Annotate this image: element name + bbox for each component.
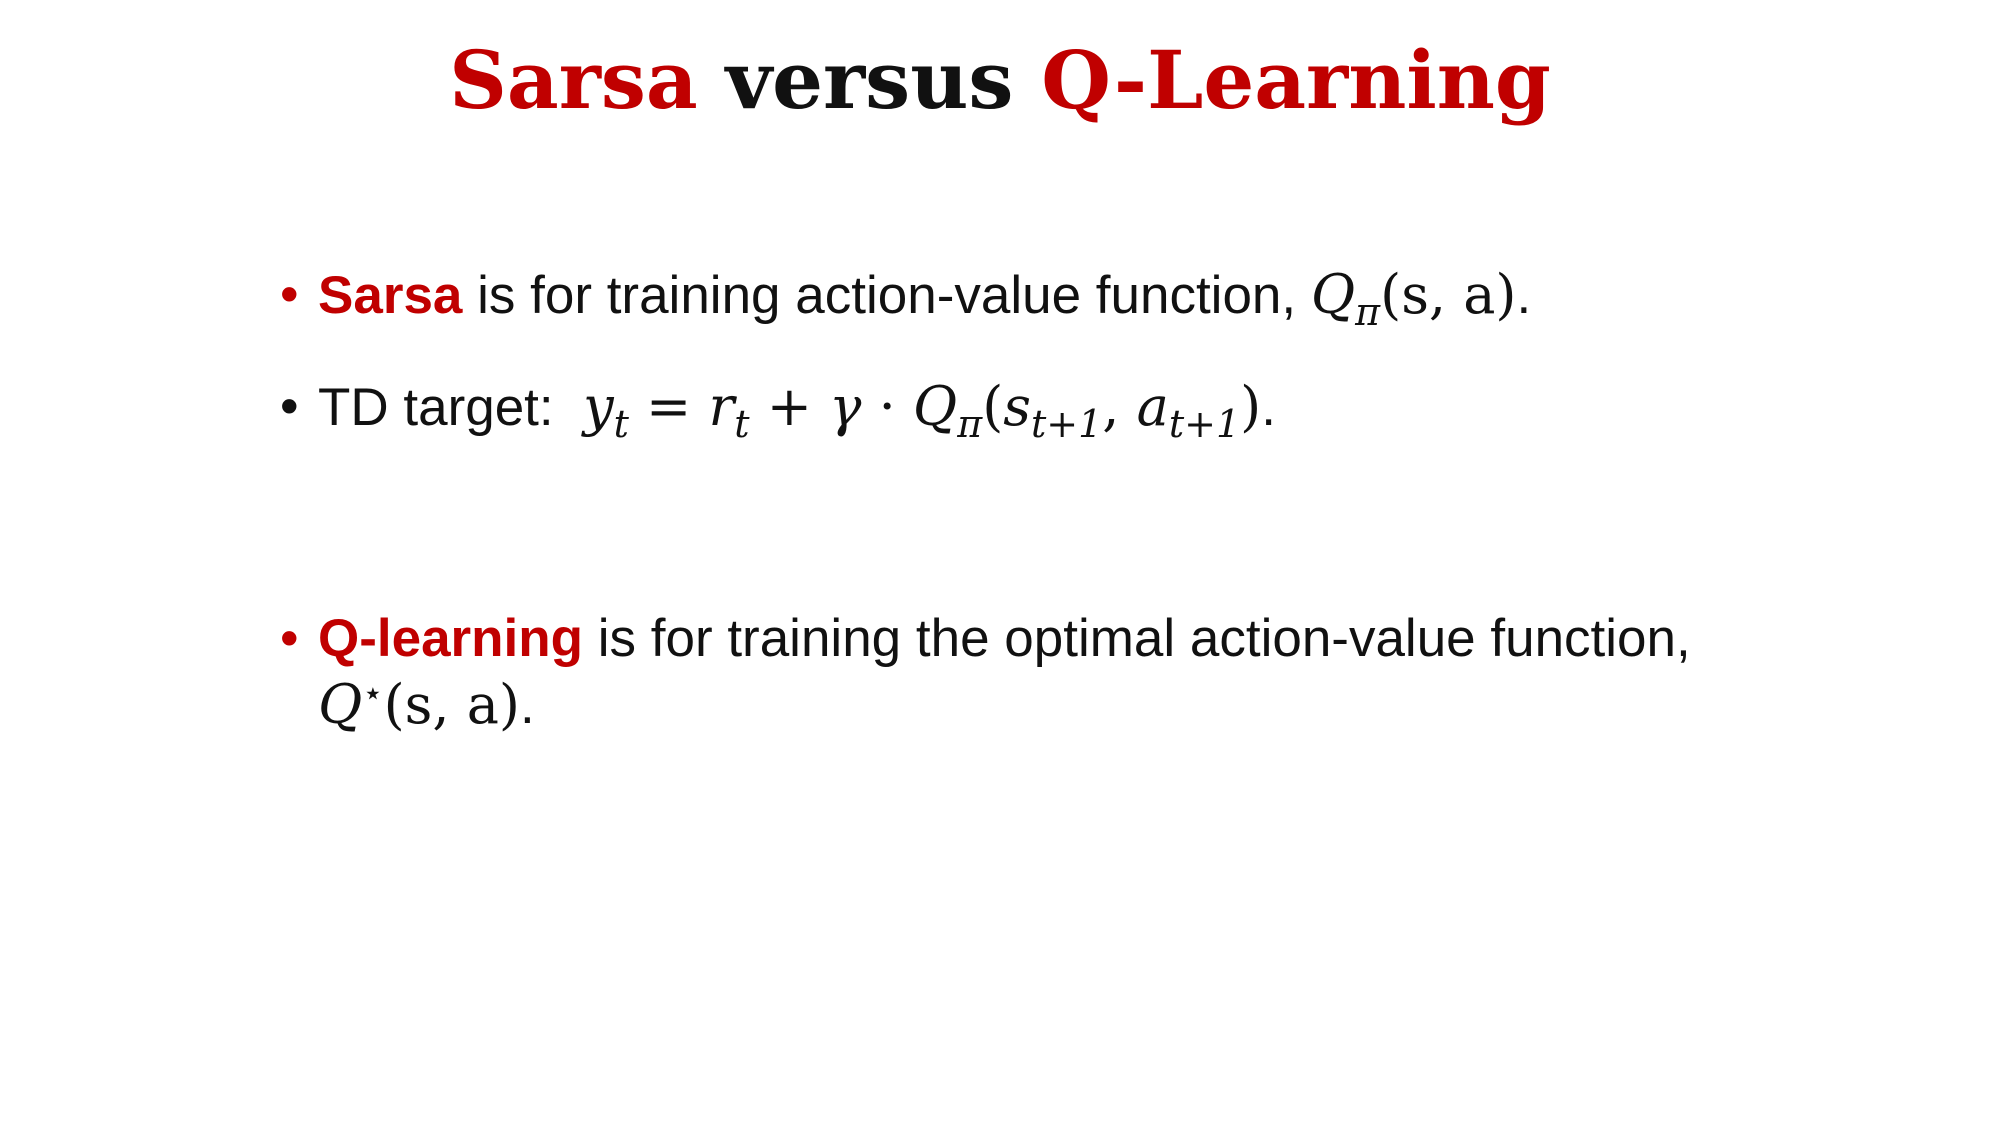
math-td-target: $y_t = r_t + \gamma \cdot Q_\pi(s_{t+1}$, $a_{t+1}$) [583, 375, 1262, 447]
keyword-sarsa: Sarsa [318, 266, 463, 325]
bullet-marker: • [280, 377, 299, 436]
title-q-learning: Q-Learning [1041, 33, 1551, 127]
page-title [0, 30, 2000, 130]
bullet-body: is for training the optimal action-value function, [583, 609, 1691, 668]
math-q-pi: $Q_\pi(s$, a) [1310, 263, 1517, 335]
title-versus: versus [697, 33, 1042, 127]
bullet-marker: • [280, 265, 299, 324]
keyword-q-learning: Q-learning [318, 609, 584, 668]
title-sarsa: Sarsa [449, 33, 698, 127]
bullet-body: is for training action-value function, [462, 266, 1311, 325]
bullet-continuation: Q⋆(s, a). [318, 673, 535, 736]
bullet-text: Sarsa is for training action-value function, $Q_\pi(s$, a). [318, 263, 1532, 335]
math-q-star: Q⋆(s, a) [318, 673, 520, 736]
bullet-text [318, 606, 1691, 672]
bullet-body: TD target: [318, 378, 584, 437]
bullet-marker: • [280, 609, 299, 668]
bullet-text: TD target: $y_t = r_t + \gamma \cdot Q_\pi(s_{t+1}$, $a_{t+1}$). [318, 375, 1276, 447]
